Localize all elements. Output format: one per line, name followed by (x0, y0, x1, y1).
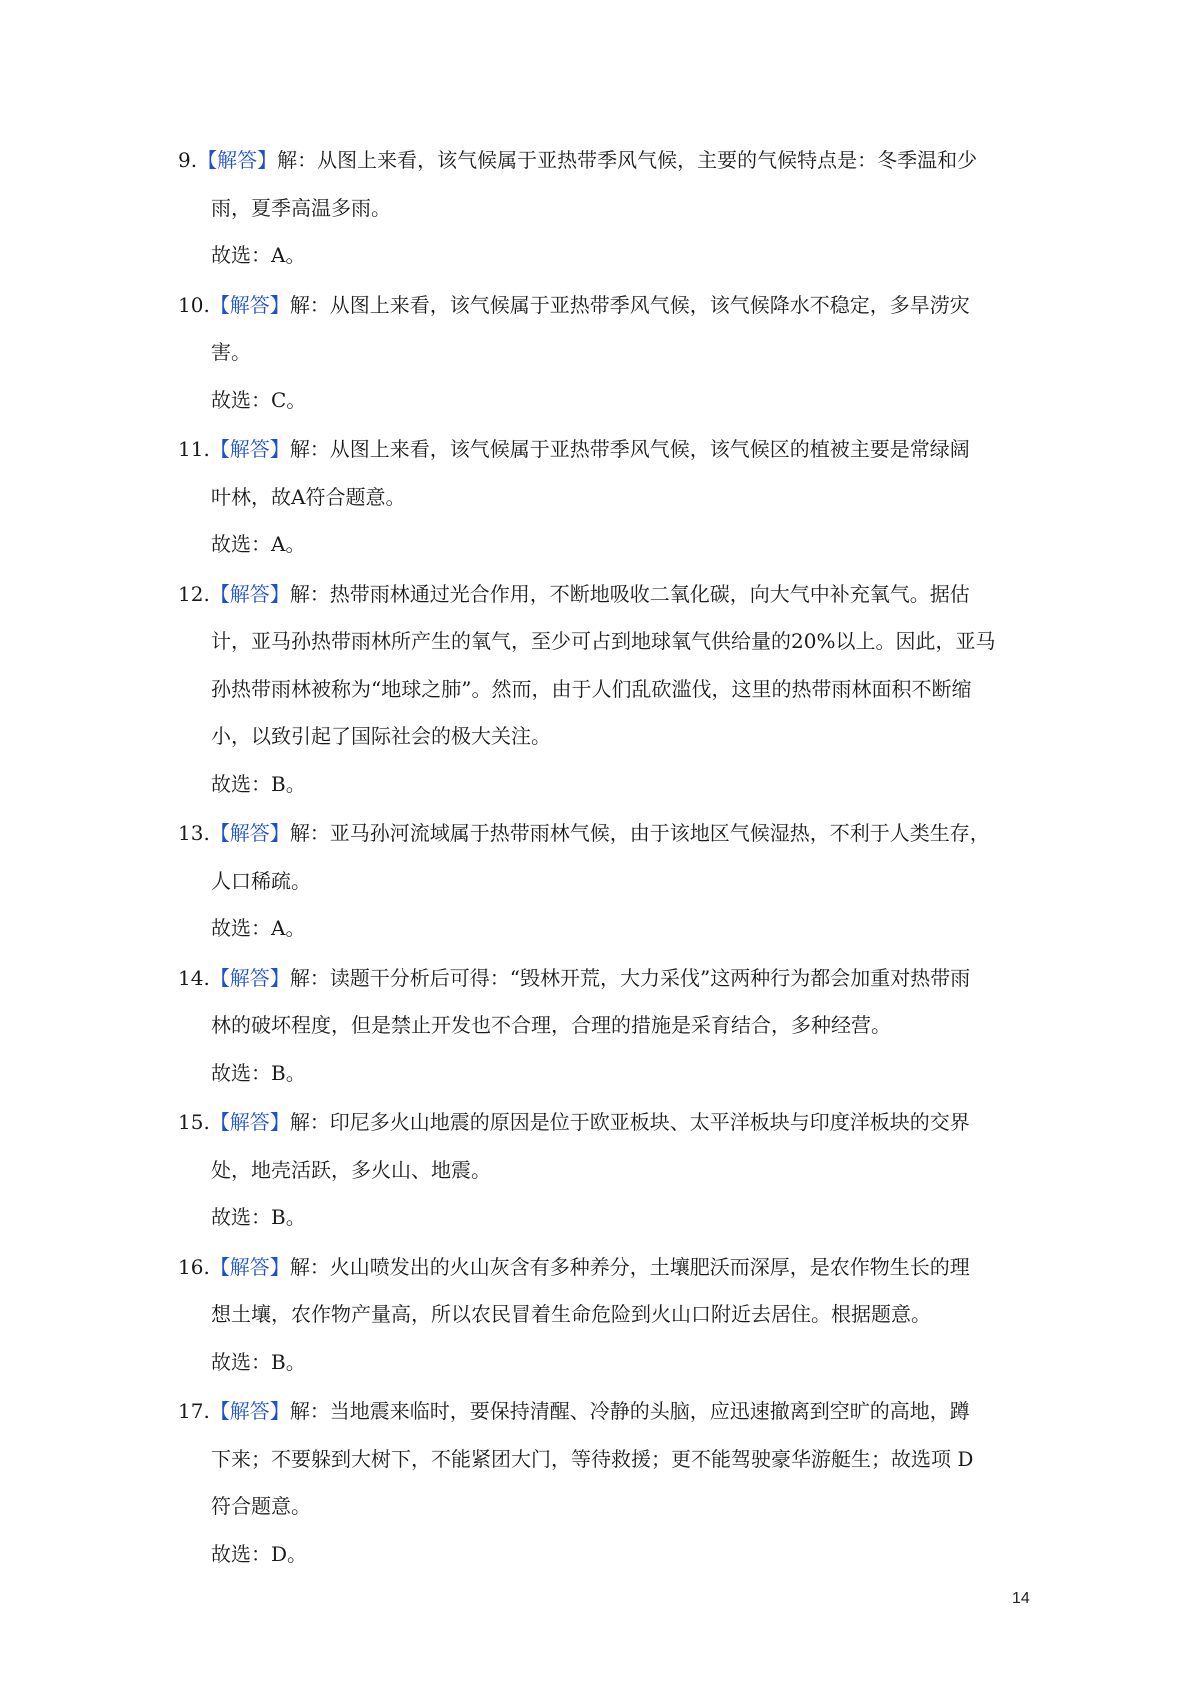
answer-item-14 (178, 966, 1038, 1109)
answer-item-17 (178, 1399, 1038, 1589)
answer-text: 叶林，故A符合题意。 (211, 484, 406, 509)
answer-text: 解：热带雨林通过光合作用，不断地吸收二氧化碳，向大气中补充氧气。据估 (289, 581, 970, 606)
answer-item-15 (178, 1110, 1038, 1253)
answer-text: 处，地壳活跃，多火山、地震。 (211, 1157, 491, 1182)
answer-item-11 (178, 437, 1038, 580)
answer-tag: 【解答】 (209, 821, 290, 845)
page-number: 14 (1012, 1590, 1030, 1607)
answer-choice: 故选：B。 (211, 1060, 306, 1085)
answer-item-10 (178, 293, 1038, 436)
answer-text: 雨，夏季高温多雨。 (211, 195, 391, 220)
question-number: 9. (178, 148, 198, 172)
answer-tag: 【解答】 (209, 1399, 290, 1423)
question-number: 15. (178, 1110, 210, 1134)
answer-text: 想土壤，农作物产量高，所以农民冒着生命危险到火山口附近去居住。根据题意。 (211, 1302, 931, 1326)
answer-choice: 故选：A。 (211, 243, 306, 267)
answer-choice: 故选：B。 (211, 1205, 306, 1229)
question-number: 14. (178, 965, 210, 990)
answer-item-16 (178, 1255, 1038, 1398)
answer-choice: 故选：C。 (211, 387, 307, 412)
answer-text: 解：印尼多火山地震的原因是位于欧亚板块、太平洋板块与印度洋板块的交界 (289, 1110, 970, 1134)
answer-text: 计，亚马孙热带雨林所产生的氧气，至少可占到地球氧气供给量的20%以上。因此，亚马 (211, 629, 996, 653)
answer-tag: 【解答】 (209, 437, 290, 461)
answer-choice: 故选：A。 (211, 916, 306, 940)
answer-tag: 【解答】 (209, 1254, 290, 1279)
answer-choice: 故选：A。 (211, 532, 306, 556)
answer-text: 害。 (211, 340, 251, 364)
question-number: 17. (178, 1399, 210, 1423)
answer-text: 下来；不要躲到大树下，不能紧团大门，等待救援；更不能驾驶豪华游艇生；故选项 D (211, 1446, 974, 1471)
question-number: 11. (178, 437, 210, 461)
answer-text: 小，以致引起了国际社会的极大关注。 (211, 724, 551, 748)
answer-item-13 (178, 821, 1038, 964)
answer-text: 解：火山喷发出的火山灰含有多种养分，土壤肥沃而深厚，是农作物生长的理 (289, 1254, 970, 1279)
answer-text: 解：亚马孙河流域属于热带雨林气候，由于该地区气候湿热，不利于人类生存， (289, 821, 990, 845)
answer-choice: 故选：D。 (211, 1541, 308, 1566)
answer-item-9 (178, 148, 1038, 291)
question-number: 16. (178, 1254, 210, 1279)
answer-text: 解：当地震来临时，要保持清醒、冷静的头脑，应迅速撤离到空旷的高地，蹲 (289, 1399, 970, 1423)
answer-list (178, 148, 1038, 1591)
question-number: 10. (178, 292, 210, 317)
question-number: 13. (178, 821, 210, 845)
answer-text: 解：从图上来看，该气候属于亚热带季风气候，主要的气候特点是：冬季温和少 (277, 148, 978, 172)
answer-text: 解：从图上来看，该气候属于亚热带季风气候，该气候区的植被主要是常绿阔 (289, 437, 970, 461)
answer-tag: 【解答】 (197, 148, 278, 172)
answer-text: 人口稀疏。 (211, 868, 311, 893)
answer-text: 解：从图上来看，该气候属于亚热带季风气候，该气候降水不稳定，多旱涝灾 (289, 292, 970, 317)
question-number: 12. (178, 581, 210, 606)
answer-text: 符合题意。 (211, 1494, 311, 1518)
answer-tag: 【解答】 (209, 1110, 290, 1134)
answer-text: 解：读题干分析后可得：“毁林开荒，大力采伐”这两种行为都会加重对热带雨 (289, 965, 971, 990)
answer-choice: 故选：B。 (211, 771, 306, 796)
answer-choice: 故选：B。 (211, 1349, 306, 1374)
answer-item-12 (178, 582, 1038, 820)
answer-tag: 【解答】 (209, 581, 290, 606)
answer-tag: 【解答】 (209, 292, 290, 317)
answer-text: 林的破坏程度，但是禁止开发也不合理，合理的措施是采育结合，多种经营。 (211, 1013, 891, 1037)
answer-tag: 【解答】 (209, 965, 290, 990)
answer-text: 孙热带雨林被称为“地球之肺”。然而，由于人们乱砍滥伐，这里的热带雨林面积不断缩 (211, 676, 972, 701)
